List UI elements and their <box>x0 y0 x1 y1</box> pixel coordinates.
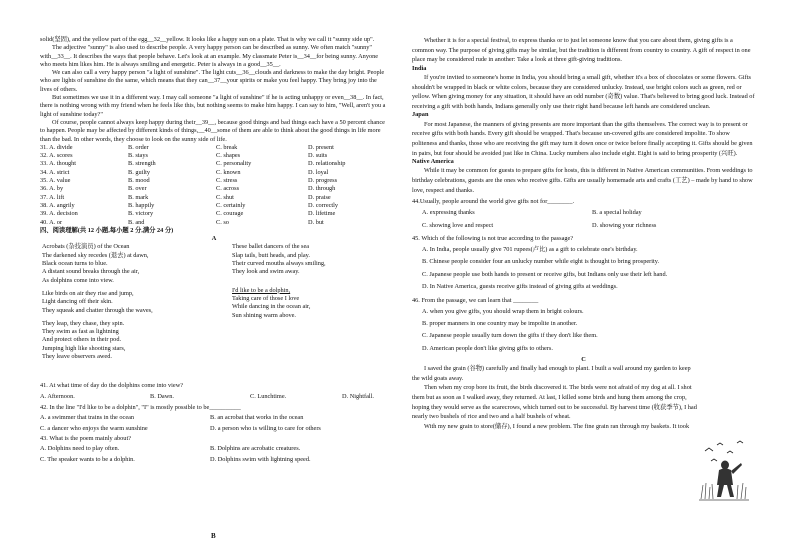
option: C. Japanese people use both hands to present or receive gifts, but Indians only use their left hand. <box>422 270 668 278</box>
poem-line: They leave observers awed. <box>42 352 112 360</box>
option: D. Dolphins swim with lightning speed. <box>210 456 311 464</box>
option: D. In Native America, guests receive gifts instead of giving gifts at weddings. <box>422 283 618 291</box>
option: D. progress <box>308 177 338 185</box>
option: 33. A. thought <box>40 160 77 168</box>
option: A. when you give gifts, you should wrap them in bright colours. <box>422 307 584 315</box>
option: D. praise <box>308 193 331 201</box>
option: B. mark <box>128 193 149 201</box>
passage-paragraph: The adjective "sunny" is also used to describe people. A very happy person can be described as sunny. We often match "sunny" with__33__. It describes the ways that people behave. Let's look at an example. My classmate Peter is__34__for being sunny. Anyone who meets him likes him. He is always smiling and energetic. Peter is always in a good__35__. <box>40 44 379 68</box>
passage-paragraph: But sometimes we use it in a different way. I may call someone "a light of sunshine" if he is acting unhappy or even__38__. In fact, there is nothing wrong with my friend when he feels like this, but nothing seems to make him happy. I can say to him, "Well, aren't you a light of sunshine today?" <box>40 94 386 118</box>
option: C. Lunchtime. <box>250 392 287 400</box>
option: C. Japanese people usually turn down the gifts if they don't like them. <box>422 332 598 340</box>
option: C. across <box>216 185 240 193</box>
question-46-options <box>412 306 755 356</box>
option: 36. A. by <box>40 185 64 193</box>
poem-line: While dancing in the ocean air, <box>232 303 311 311</box>
question-44-options <box>412 207 755 232</box>
option: C. showing love and respect <box>422 221 494 229</box>
passage-paragraph: For most Japanese, the manners of giving presents are more important than the gifts themselves. The correct way is to present or receive gifts with both hands. Every gift should be wrapped. That's because un-covered gifts are considered impolite. To show politeness and thanks, those who are receiving the gift may turn it down once or twice before finally accepting it. Gifts should be given in pairs, but four should be avoided just like in China. Lucky numbers also include eight. Eight is said to bring prosperity (兴旺). <box>412 120 753 157</box>
question-41-options <box>40 391 388 403</box>
option: B. Chinese people consider four an unlucky number while eight is thought to bring prosperity. <box>422 258 660 266</box>
option: B. guilty <box>128 168 151 176</box>
poem-line: Jumping high like shooting stars, <box>42 344 126 352</box>
section-title: 四、阅读理解(共 12 小题,每小题 2 分,满分 24 分) <box>40 226 174 234</box>
question-41: 41. At what time of day do the dolphins come into view? <box>40 382 184 390</box>
option: A. Afternoon. <box>40 392 75 400</box>
section-label-c: C <box>581 356 586 364</box>
poem-line: And protect others in their pod. <box>42 336 122 344</box>
option: B. over <box>128 185 147 193</box>
poem-line: I'd like to be a dolphin, <box>232 286 291 294</box>
poem-line: Taking care of those I love <box>232 294 300 302</box>
question-43: 43. What is the poem mainly about? <box>40 435 131 443</box>
heading-india: India <box>412 64 427 72</box>
option: C. shut <box>216 193 234 201</box>
question-42: 42. In the line "I'd like to be a dolphin", "I" is mostly possible to be__________ <box>40 403 241 411</box>
option: B. mood <box>128 177 150 185</box>
cloze-options <box>40 144 388 227</box>
option: 32. A. scores <box>40 152 73 160</box>
option: D. lifetime <box>308 210 336 218</box>
passage-paragraph: solid(坚固), and the yellow part of the egg__32__yellow. It looks like a happy sun on a plate. That is why we call it "sunny side up". <box>40 36 375 43</box>
poem-line: As dolphins come into view. <box>42 276 114 284</box>
poem-line: Like birds on air they rise and jump, <box>42 289 134 297</box>
passage-paragraph: Of course, people cannot always keep happy during their__39__, because good things and bad things each have a 50 percent chance to happen. People may be affected by different kinds of things,__40__some of them are able to think about the good things in life more than the bad. In other words, they choose to look on the sunny side of life. <box>40 118 385 143</box>
poem-line: They squeak and chatter through the waves, <box>42 306 153 314</box>
passage-paragraph: With my new grain to store(储存), I found a new problem. The fine grain ran through my baskets. It took <box>424 422 690 430</box>
option: B. victory <box>128 210 154 218</box>
option: 31. A. divide <box>40 143 73 151</box>
option: D. showing your richness <box>592 221 657 229</box>
option: 37. A. lift <box>40 193 65 201</box>
option: 35. A. value <box>40 177 71 185</box>
passage-paragraph: We can also call a very happy person "a light of sunshine". The light cuts__36__clouds and darkness to make the day bright. People who are lights of sunshine do the same, which means that they can__37__your spirits or make you feel happy. They bring joy into the lives of others. <box>40 69 385 93</box>
poem-line: These ballet dancers of the sea <box>232 243 310 251</box>
poem-line: They swim as fast as lightning <box>42 328 119 336</box>
option: C. shapes <box>216 152 241 160</box>
section-label-b: B <box>211 532 216 540</box>
poem-line: The darkened sky recedes (退去) at dawn, <box>42 251 149 259</box>
option: D. relationship <box>308 160 346 168</box>
option: D. but <box>308 218 324 226</box>
option: D. Nightfall. <box>342 392 375 400</box>
option: 38. A. angrily <box>40 201 75 209</box>
question-42-options <box>40 412 388 434</box>
farmer-illustration <box>697 437 751 503</box>
option: C. a dancer who enjoys the warm sunshine <box>40 425 148 433</box>
option: D. suits <box>308 152 328 160</box>
option: C. break <box>216 143 238 151</box>
option: B. and <box>128 218 145 226</box>
poem-line: Sun shining warm above. <box>232 311 297 319</box>
option: B. Dawn. <box>150 392 174 400</box>
passage-paragraph: Then when my crop bore its fruit, the birds discovered it. The birds were not afraid of my dog at all. I shot them but as soon as I walked away, they returned. At last, I killed some birds and hung them among the crop, hoping they would serve as the scarecrows, which turned out to be successful. By harvest time (收获季节), I had nearly two bushels of rice and two and a half bushels of wheat. <box>412 384 697 421</box>
option: A. expressing thanks <box>422 209 475 217</box>
option: B. proper manners in one country may be impolite in another. <box>422 320 578 328</box>
option: D. loyal <box>308 168 329 176</box>
option: D. a person who is willing to care for others <box>210 425 321 433</box>
option: C. The speaker wants to be a dolphin. <box>40 456 135 464</box>
question-43-options <box>40 443 388 465</box>
question-44: 44.Usually, people around the world give gifts not for________. <box>412 198 575 206</box>
right-column <box>412 36 755 431</box>
passage-paragraph: If you're invited to someone's home in India, you should bring a small gift, whether it's a box of chocolates or some flowers. Gifts shouldn't be wrapped in black or white colors, because they are considered unlucky. Instead, use bright colors such as green, red or yellow. When giving money for any situation, it should have an odd number (奇数) value. That's believed to bring good luck. Instead of receiving a gift with both hands, Indians generally only use their right hand because left hands are considered unclean. <box>412 74 755 110</box>
option: B. happily <box>128 201 155 209</box>
option: B. a special holiday <box>592 209 642 217</box>
question-45-options <box>412 244 755 294</box>
option: A. In India, people usually give 701 rupees(卢比) as a gift to celebrate one's birthday. <box>422 246 638 254</box>
option: C. certainly <box>216 201 246 209</box>
option: A. Dolphins need to play often. <box>40 445 120 453</box>
heading-native-america: Native America <box>412 158 454 166</box>
poem-line: They leap, they chase, they spin. <box>42 319 125 327</box>
passage-paragraph: I saved the grain (谷物) carefully and finally had enough to plant. I built a wall around my garden to keep the wild goats away. <box>412 365 691 382</box>
poem-line: Light dancing off their skin. <box>42 298 113 306</box>
left-column <box>40 36 388 465</box>
option: A. a swimmer that trains in the ocean <box>40 414 135 422</box>
poem <box>40 243 388 381</box>
question-46: 46. From the passage, we can learn that ________ <box>412 296 539 304</box>
option: C. personality <box>216 160 252 168</box>
poem-left <box>40 243 198 381</box>
poem-line: They look and swim away. <box>232 268 300 276</box>
option: B. an acrobat that works in the ocean <box>210 414 304 422</box>
poem-line: A distant sound breaks through the air, <box>42 268 140 276</box>
option: C. stress <box>216 177 238 185</box>
heading-japan: Japan <box>412 111 429 119</box>
option: 40. A. or <box>40 218 63 226</box>
poem-line: Acrobats (杂技演员) of the Ocean <box>42 243 130 251</box>
option: D. present <box>308 143 334 151</box>
option: C. so <box>216 218 229 226</box>
poem-line: Slap tails, butt heads, and play. <box>232 251 310 259</box>
option: 39. A. decision <box>40 210 78 218</box>
option: D. through <box>308 185 336 193</box>
passage-paragraph: While it may be common for guests to prepare gifts for hosts, this is different in Native American communities. From weddings to birthday celebrations, guests are the ones who receive gifts. Gifts are usually homemade arts and crafts (工艺) – made by hand to show love, respect and thanks. <box>412 167 753 194</box>
section-label-a: A <box>211 235 217 243</box>
question-45: 45. Which of the following is not true according to the passage? <box>412 235 574 243</box>
poem-right <box>198 243 388 381</box>
option: D. correctly <box>308 201 339 209</box>
option: C. courage <box>216 210 244 218</box>
option: B. strength <box>128 160 156 168</box>
option: 34. A. strict <box>40 168 70 176</box>
poem-line: Their curved mouths always smiling, <box>232 260 326 268</box>
passage-paragraph: Whether it is for a special festival, to express thanks or to just let someone know that you care about them, giving gifts is a common way. The purpose of giving gifts may be similar, but the tradition is different from country to country. A gift of respect in one place may be considered rude in another: Take a look at three gift-giving traditions. <box>412 37 751 64</box>
option: D. American people don't like giving gifts to others. <box>422 344 553 352</box>
poem-line: Black ocean turns to blue. <box>42 260 108 268</box>
option: B. stays <box>128 152 148 160</box>
option: C. known <box>216 168 241 176</box>
option: B. order <box>128 143 149 151</box>
option: B. Dolphins are acrobatic creatures. <box>210 445 301 453</box>
